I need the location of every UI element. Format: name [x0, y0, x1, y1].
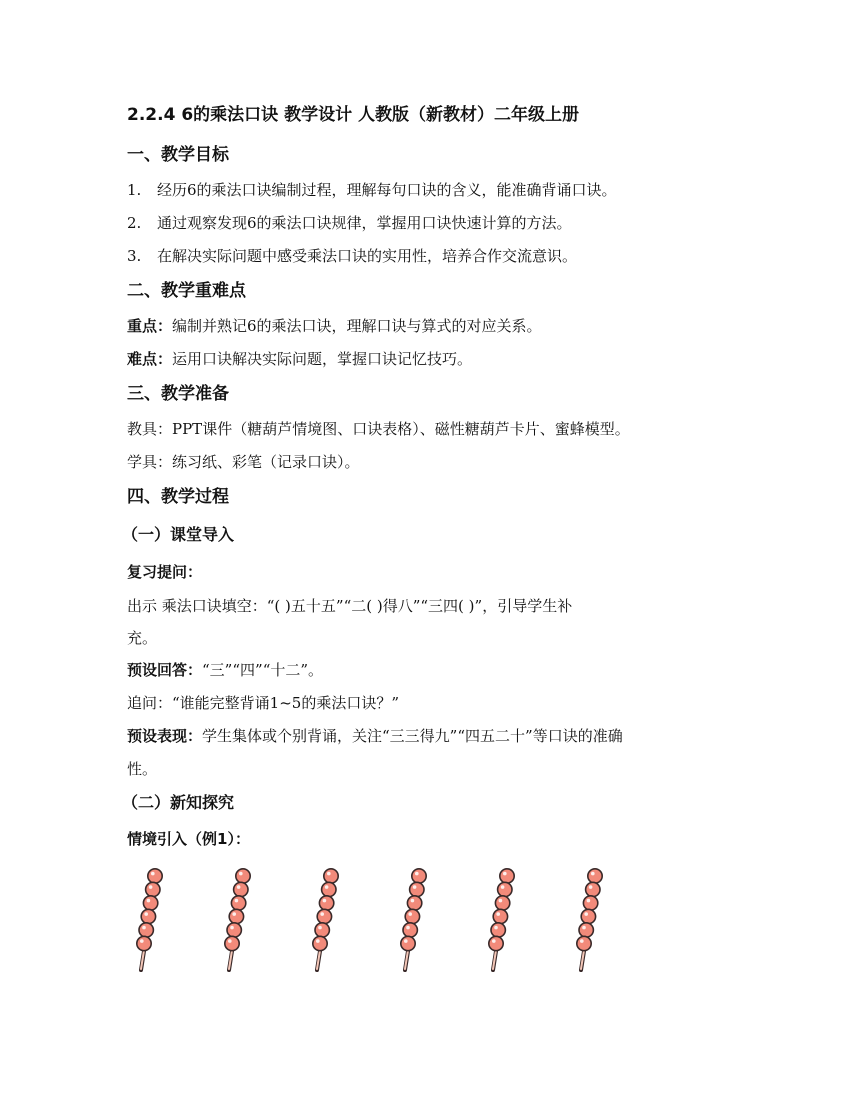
haw-ball	[581, 909, 595, 923]
haw-ball	[313, 936, 327, 950]
key-point-text: 编制并熟记6的乘法口诀，理解口诀与算式的对应关系。	[172, 317, 542, 335]
haw-ball	[317, 909, 331, 923]
objective-item-3	[127, 246, 577, 266]
haw-ball	[229, 909, 243, 923]
section-heading-preparation: 三、教学准备	[127, 384, 229, 404]
haw-ball	[405, 909, 419, 923]
haw-ball	[588, 869, 602, 883]
haw-ball	[577, 936, 591, 950]
difficulty-text: 运用口诀解决实际问题，掌握口诀记忆技巧。	[172, 350, 473, 368]
haw-ball	[489, 936, 503, 950]
preset-answer-label: 预设回答：	[127, 661, 203, 679]
haw-ball	[500, 869, 514, 883]
haw-ball	[579, 923, 593, 937]
difficulty-line	[127, 349, 472, 369]
preset-performance-line-2: 性。	[127, 760, 158, 778]
list-text: 在解决实际问题中感受乘法口诀的实用性，培养合作交流意识。	[157, 247, 578, 265]
haw-ball	[495, 896, 509, 910]
preset-performance-text: 学生集体或个别背诵，关注“三三得九”“四五二十”等口诀的准确	[202, 727, 623, 745]
teacher-materials: 教具：PPT课件（糖葫芦情境图、口诀表格）、磁性糖葫芦卡片、蜜蜂模型。	[127, 420, 630, 438]
haw-ball	[137, 936, 151, 950]
haw-ball	[410, 882, 424, 896]
haw-ball	[583, 896, 597, 910]
difficulty-label: 难点：	[127, 350, 173, 368]
section-heading-process: 四、教学过程	[127, 487, 229, 507]
candied-haw-skewer-icon	[131, 866, 171, 974]
candied-haws-illustration	[127, 866, 647, 976]
haw-ball	[225, 936, 239, 950]
candied-haw-skewer-icon	[219, 866, 259, 974]
haw-ball	[146, 882, 160, 896]
preset-performance-line	[127, 726, 623, 746]
haw-ball	[586, 882, 600, 896]
haw-ball	[412, 869, 426, 883]
review-line-1: 出示 乘法口诀填空：“( )五十五”“二( )得八”“三四( )”，引导学生补	[127, 597, 573, 615]
haw-ball	[498, 882, 512, 896]
candied-haw-skewer-icon	[307, 866, 347, 974]
section-heading-key-points: 二、教学重难点	[127, 281, 246, 301]
haw-ball	[315, 923, 329, 937]
document-title: 2.2.4 6的乘法口诀 教学设计 人教版（新教材）二年级上册	[127, 105, 579, 125]
objective-item-1	[127, 180, 617, 200]
haw-ball	[231, 896, 245, 910]
haw-ball	[403, 923, 417, 937]
haw-ball	[148, 869, 162, 883]
haw-ball	[143, 896, 157, 910]
list-text: 通过观察发现6的乘法口诀规律，掌握用口诀快速计算的方法。	[157, 214, 572, 232]
list-number: 1.	[127, 181, 142, 199]
candied-haw-skewer-icon	[571, 866, 611, 974]
preset-answer-line	[127, 660, 323, 680]
haw-ball	[234, 882, 248, 896]
candied-haw-skewer-icon	[483, 866, 523, 974]
subsection-heading-explore: （二）新知探究	[122, 793, 235, 812]
haw-ball	[407, 896, 421, 910]
review-label: 复习提问：	[127, 563, 203, 581]
subsection-heading-intro: （一）课堂导入	[122, 525, 235, 544]
followup-question: 追问：“谁能完整背诵1~5的乘法口诀？”	[127, 694, 399, 712]
haw-ball	[493, 909, 507, 923]
haw-ball	[491, 923, 505, 937]
haw-ball	[227, 923, 241, 937]
haw-ball	[141, 909, 155, 923]
list-text: 经历6的乘法口诀编制过程，理解每句口诀的含义，能准确背诵口诀。	[157, 181, 617, 199]
preset-performance-label: 预设表现：	[127, 727, 203, 745]
list-number: 3.	[127, 247, 142, 265]
objective-item-2	[127, 213, 572, 233]
haw-ball	[401, 936, 415, 950]
candied-haw-skewer-icon	[395, 866, 435, 974]
key-point-label: 重点：	[127, 317, 173, 335]
haw-ball	[139, 923, 153, 937]
student-materials: 学具：练习纸、彩笔（记录口诀）。	[127, 453, 360, 471]
haw-ball	[319, 896, 333, 910]
list-number: 2.	[127, 214, 142, 232]
haw-ball	[322, 882, 336, 896]
haw-ball	[324, 869, 338, 883]
key-point-line	[127, 316, 542, 336]
scene-label: 情境引入（例1）：	[127, 830, 250, 848]
review-line-2: 充。	[127, 629, 158, 647]
section-heading-objectives: 一、教学目标	[127, 145, 229, 165]
preset-answer-text: “三”“四”“十二”。	[202, 661, 324, 679]
haw-ball	[236, 869, 250, 883]
